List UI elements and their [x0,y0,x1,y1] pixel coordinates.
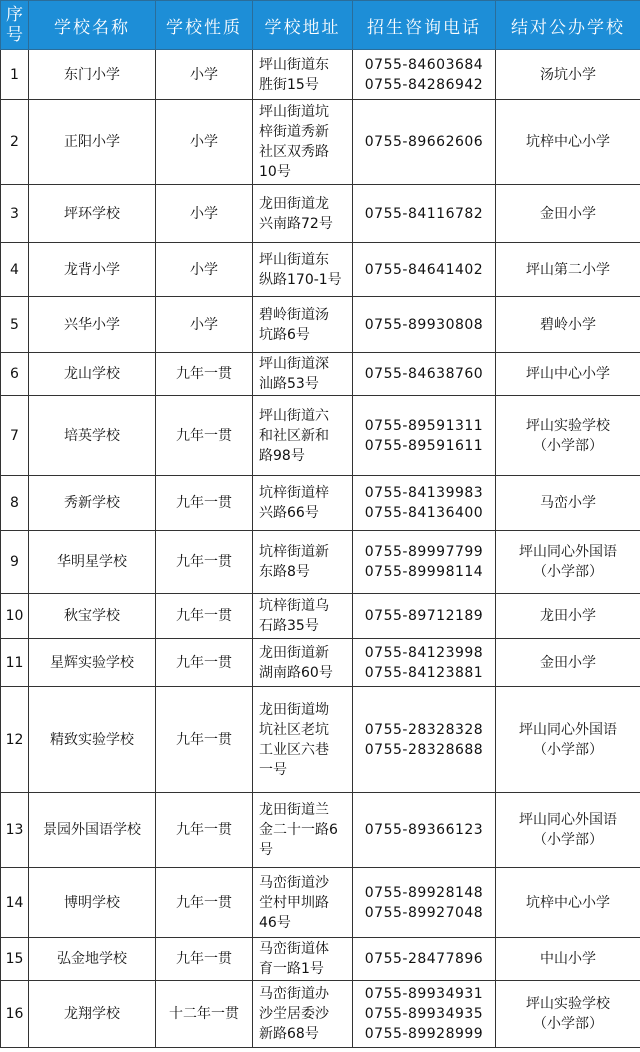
cell-partner-school [496,243,640,297]
cell-partner-school [496,396,640,476]
address-line: 坣村甲圳路 [259,894,329,911]
header-row [1,1,640,50]
cell-partner-school [496,868,640,938]
cell-school-name: 景园外国语学校 [29,793,156,868]
address-line: 10号 [259,164,291,180]
cell-school-type: 九年一贯 [156,594,253,639]
cell-no: 4 [1,243,29,297]
address-line: 坑路6号 [259,326,310,343]
table-row [1,531,640,594]
cell-no: 9 [1,531,29,594]
address-line: 坑梓街道梓 [259,485,329,501]
cell-school-type: 九年一贯 [156,687,253,793]
address-line: 坪山街道深 [259,356,329,372]
partner-line: 龙田小学 [540,608,596,624]
cell-address [253,185,353,243]
table-row [1,981,640,1048]
partner-line: 坪山实验学校 [526,417,610,434]
table-row [1,100,640,185]
partner-line: （小学部） [533,437,603,454]
cell-school-type: 小学 [156,100,253,185]
cell-school-type: 小学 [156,243,253,297]
cell-address [253,981,353,1048]
cell-address [253,594,353,639]
address-line: 龙田街道龙 [259,195,329,212]
address-line: 坑社区老坑 [259,721,329,738]
phone-number: 0755-84286942 [364,76,484,93]
phone-number: 0755-89712189 [364,608,484,624]
cell-school-type: 小学 [156,297,253,353]
address-line: 纵路170-1号 [259,271,342,288]
cell-phone [353,687,496,793]
cell-phone [353,868,496,938]
address-line: 坑梓街道新 [259,544,329,560]
phone-number: 0755-28328688 [364,741,484,758]
cell-no: 1 [1,50,29,100]
address-line: 湖南路60号 [259,664,333,681]
cell-partner-school [496,639,640,687]
cell-school-name: 龙翔学校 [29,981,156,1048]
table-row [1,687,640,793]
table-row [1,243,640,297]
partner-line: （小学部） [533,564,603,580]
cell-school-type: 十二年一贯 [156,981,253,1048]
table-row [1,50,640,100]
cell-partner-school [496,297,640,353]
address-line: 胜街15号 [259,76,319,93]
phone-number: 0755-28328328 [364,721,484,738]
cell-phone [353,100,496,185]
address-line: 坪山街道东 [259,251,329,268]
cell-partner-school [496,981,640,1048]
phone-number: 0755-89662606 [364,134,484,150]
cell-phone [353,476,496,531]
cell-phone [353,243,496,297]
address-line: 兴路66号 [259,505,319,521]
address-line: 兴南路72号 [259,215,333,232]
cell-school-name: 精致实验学校 [29,687,156,793]
cell-phone [353,50,496,100]
cell-partner-school [496,594,640,639]
phone-number: 0755-89927048 [364,904,484,921]
cell-no: 13 [1,793,29,868]
cell-partner-school [496,938,640,981]
header-phone: 招生咨询电话 [353,1,496,50]
cell-school-name: 弘金地学校 [29,938,156,981]
cell-school-name: 东门小学 [29,50,156,100]
cell-address [253,396,353,476]
cell-phone [353,353,496,396]
cell-address [253,531,353,594]
cell-phone [353,938,496,981]
address-line: 龙田街道兰 [259,802,329,818]
cell-school-type: 九年一贯 [156,938,253,981]
table-row [1,185,640,243]
phone-number: 0755-89998114 [364,564,484,580]
address-line: 坪山街道坑 [259,104,329,120]
cell-school-name: 龙背小学 [29,243,156,297]
cell-partner-school [496,793,640,868]
address-line: 新路68号 [259,1026,319,1042]
address-line: 马峦街道沙 [259,874,329,891]
address-line: 东路8号 [259,564,310,580]
partner-line: 中山小学 [540,951,596,967]
partner-line: 坪山同心外国语 [519,721,617,738]
cell-no: 2 [1,100,29,185]
cell-school-name: 华明星学校 [29,531,156,594]
partner-line: 坪山中心小学 [526,366,610,382]
address-line: 和社区新和 [259,427,329,444]
header-school-address: 学校地址 [253,1,353,50]
cell-no: 15 [1,938,29,981]
phone-number: 0755-84139983 [364,485,484,501]
phone-number: 0755-89366123 [364,822,484,838]
phone-number: 0755-89997799 [364,544,484,560]
cell-no: 11 [1,639,29,687]
cell-school-name: 兴华小学 [29,297,156,353]
cell-phone [353,594,496,639]
address-line: 46号 [259,914,291,931]
cell-partner-school [496,50,640,100]
cell-address [253,50,353,100]
cell-school-type: 小学 [156,50,253,100]
partner-line: （小学部） [533,1016,603,1032]
partner-line: （小学部） [533,741,603,758]
cell-school-type: 九年一贯 [156,868,253,938]
partner-line: 坑梓中心小学 [526,134,610,150]
table-row [1,353,640,396]
cell-partner-school [496,476,640,531]
cell-school-name: 培英学校 [29,396,156,476]
cell-address [253,639,353,687]
cell-no: 16 [1,981,29,1048]
address-line: 社区双秀路 [259,144,329,160]
address-line: 路98号 [259,447,305,464]
cell-address [253,687,353,793]
phone-number: 0755-89930808 [364,316,484,333]
partner-line: 坪山同心外国语 [519,544,617,560]
table-row [1,476,640,531]
header-school-name: 学校名称 [29,1,156,50]
phone-number: 0755-89591311 [364,417,484,434]
cell-school-type: 九年一贯 [156,396,253,476]
cell-school-type: 九年一贯 [156,793,253,868]
cell-school-name: 秀新学校 [29,476,156,531]
partner-line: 坑梓中心小学 [526,894,610,911]
cell-school-type: 九年一贯 [156,639,253,687]
cell-school-type: 九年一贯 [156,353,253,396]
address-line: 工业区六巷 [259,741,329,758]
phone-number: 0755-28477896 [364,951,484,967]
address-line: 龙田街道坳 [259,701,329,718]
cell-school-name: 正阳小学 [29,100,156,185]
cell-no: 5 [1,297,29,353]
header-school-type: 学校性质 [156,1,253,50]
cell-partner-school [496,687,640,793]
cell-school-name: 星辉实验学校 [29,639,156,687]
phone-number: 0755-89934931 [364,986,484,1002]
address-line: 龙田街道新 [259,644,329,661]
cell-phone [353,531,496,594]
cell-no: 14 [1,868,29,938]
cell-phone [353,396,496,476]
phone-number: 0755-84641402 [364,261,484,278]
cell-no: 7 [1,396,29,476]
cell-phone [353,793,496,868]
cell-partner-school [496,100,640,185]
cell-no: 10 [1,594,29,639]
cell-no: 3 [1,185,29,243]
address-line: 一号 [259,761,287,778]
table-row [1,938,640,981]
address-line: 育一路1号 [259,961,324,977]
cell-partner-school [496,353,640,396]
address-line: 坪山街道东 [259,56,329,73]
cell-no: 8 [1,476,29,531]
cell-phone [353,185,496,243]
address-line: 号 [259,842,273,858]
table-body [1,50,640,1048]
cell-address [253,476,353,531]
address-line: 沙坣居委沙 [259,1006,329,1022]
address-line: 坑梓街道乌 [259,598,329,614]
cell-school-type: 小学 [156,185,253,243]
address-line: 马峦街道体 [259,941,329,957]
partner-line: 坪山同心外国语 [519,812,617,828]
phone-number: 0755-84123998 [364,644,484,661]
phone-number: 0755-89934935 [364,1006,484,1022]
phone-number: 0755-84136400 [364,505,484,521]
cell-address [253,868,353,938]
table-row [1,793,640,868]
cell-address [253,938,353,981]
cell-partner-school [496,185,640,243]
cell-no: 6 [1,353,29,396]
table-row [1,639,640,687]
phone-number: 0755-84638760 [364,366,484,382]
phone-number: 0755-84603684 [364,56,484,73]
partner-line: 坪山第二小学 [526,261,610,278]
cell-school-type: 九年一贯 [156,476,253,531]
address-line: 石路35号 [259,618,319,634]
cell-school-name: 博明学校 [29,868,156,938]
header-no: 序号 [1,1,29,50]
partner-line: 坪山实验学校 [526,996,610,1012]
cell-partner-school [496,531,640,594]
partner-line: 金田小学 [540,205,596,222]
cell-school-name: 坪环学校 [29,185,156,243]
phone-number: 0755-89928999 [364,1026,484,1042]
partner-line: 马峦小学 [540,495,596,511]
address-line: 金二十一路6 [259,822,338,838]
table-row [1,396,640,476]
cell-address [253,243,353,297]
address-line: 碧岭街道汤 [259,306,329,323]
cell-school-type: 九年一贯 [156,531,253,594]
partner-line: 汤坑小学 [540,66,596,83]
address-line: 坪山街道六 [259,407,329,424]
phone-number: 0755-84116782 [364,205,484,222]
cell-address [253,793,353,868]
cell-phone [353,297,496,353]
address-line: 梓街道秀新 [259,124,329,140]
phone-number: 0755-84123881 [364,664,484,681]
partner-line: （小学部） [533,832,603,848]
cell-address [253,297,353,353]
cell-address [253,100,353,185]
cell-school-name: 秋宝学校 [29,594,156,639]
phone-number: 0755-89591611 [364,437,484,454]
cell-address [253,353,353,396]
table-row [1,868,640,938]
address-line: 马峦街道办 [259,986,329,1002]
cell-phone [353,639,496,687]
cell-school-name: 龙山学校 [29,353,156,396]
cell-no: 12 [1,687,29,793]
cell-phone [353,981,496,1048]
header-partner-school: 结对公办学校 [496,1,640,50]
phone-number: 0755-89928148 [364,884,484,901]
address-line: 汕路53号 [259,376,319,392]
table-row [1,297,640,353]
partner-line: 碧岭小学 [540,316,596,333]
partner-line: 金田小学 [540,654,596,671]
table-row [1,594,640,639]
